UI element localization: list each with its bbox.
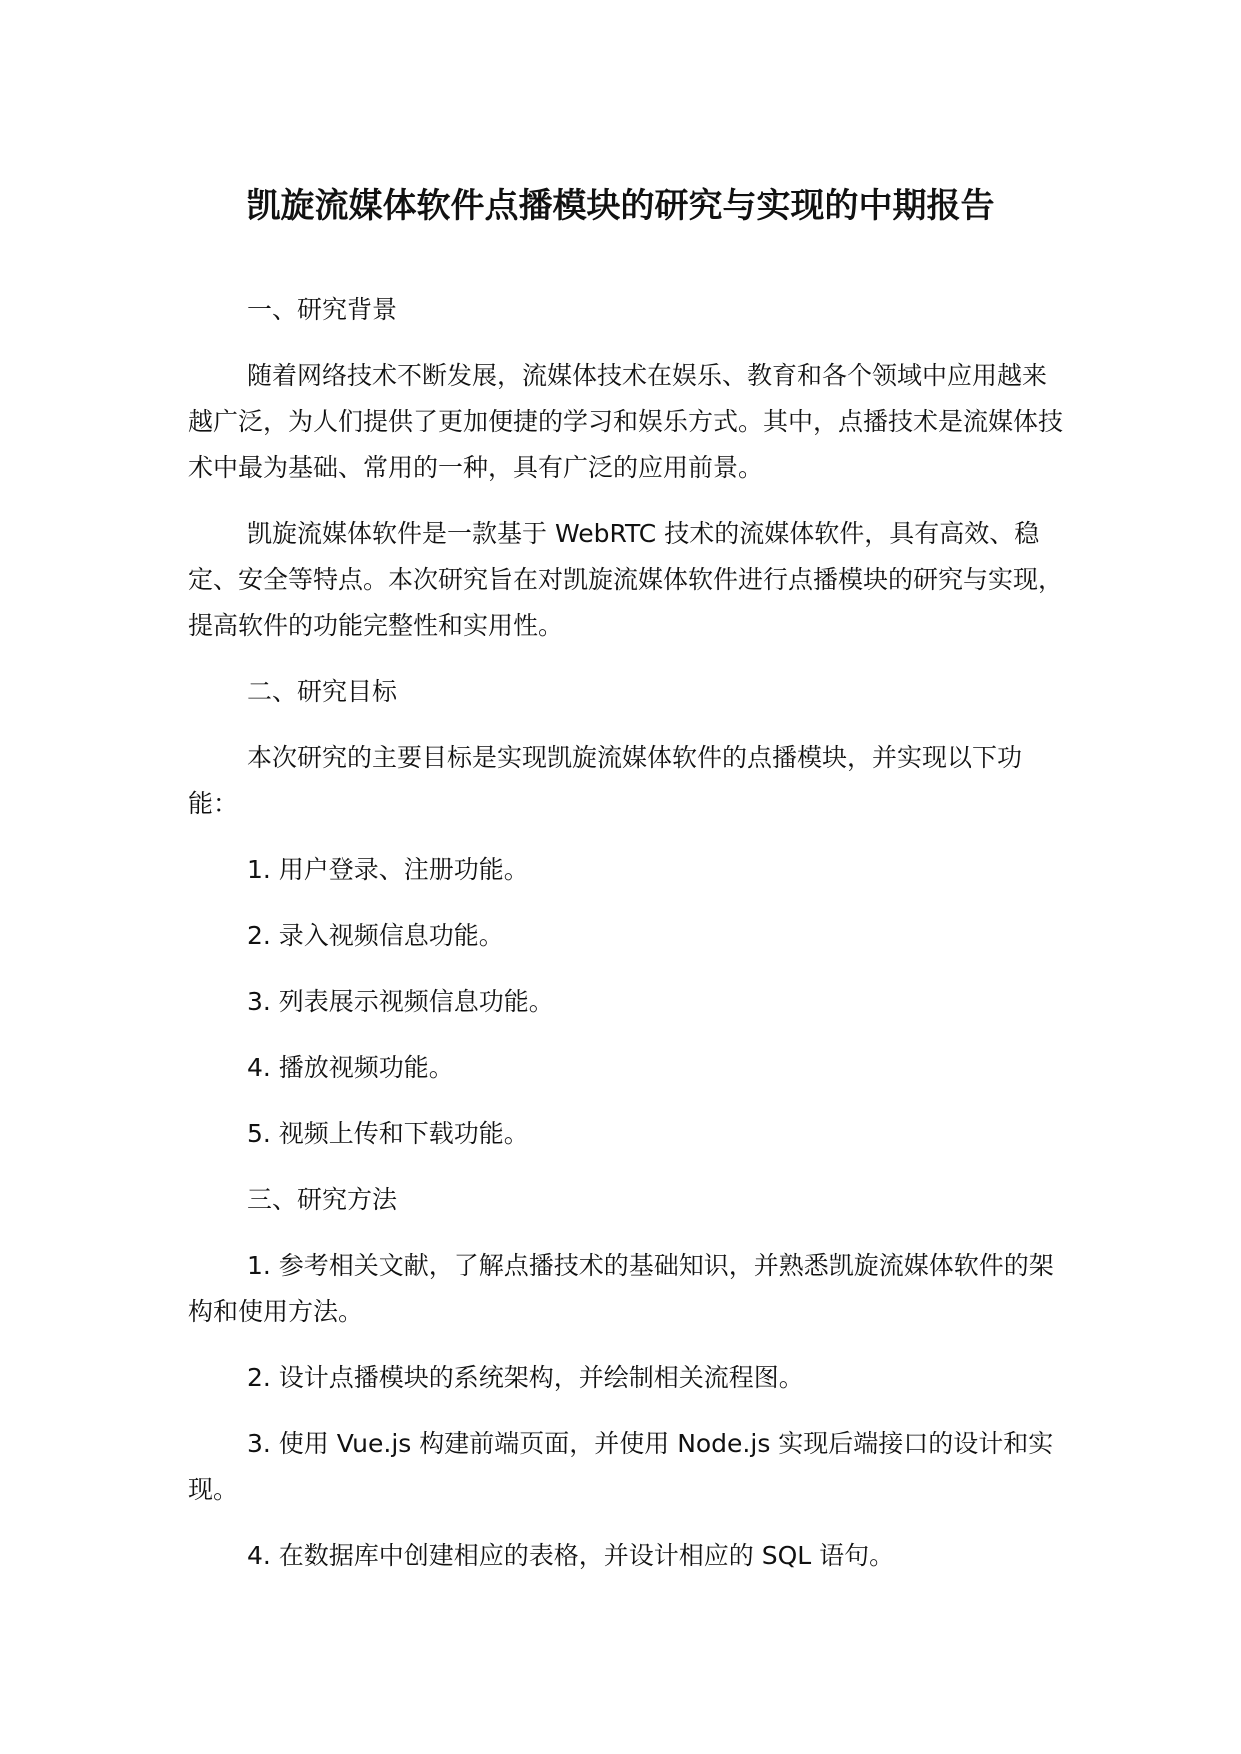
paragraph-goals-intro: 本次研究的主要目标是实现凯旋流媒体软件的点播模块，并实现以下功能： bbox=[188, 743, 1023, 818]
section-heading-background: 一、研究背景 bbox=[247, 295, 398, 324]
list-item-goal-3: 3. 列表展示视频信息功能。 bbox=[247, 987, 554, 1016]
list-item-method-3: 3. 使用 Vue.js 构建前端页面，并使用 Node.js 实现后端接口的设计和实现。 bbox=[188, 1429, 1054, 1504]
paragraph-background-1: 随着网络技术不断发展，流媒体技术在娱乐、教育和各个领域中应用越来越广泛，为人们提供了更加便捷的学习和娱乐方式。其中，点播技术是流媒体技术中最为基础、常用的一种，具有广泛的应用前景。 bbox=[188, 361, 1064, 482]
list-item-goal-4: 4. 播放视频功能。 bbox=[247, 1053, 454, 1082]
document-title: 凯旋流媒体软件点播模块的研究与实现的中期报告 bbox=[246, 186, 995, 226]
document-body bbox=[188, 287, 1068, 1579]
list-item-method-4: 4. 在数据库中创建相应的表格，并设计相应的 SQL 语句。 bbox=[247, 1541, 895, 1570]
list-item-method-2: 2. 设计点播模块的系统架构，并绘制相关流程图。 bbox=[247, 1363, 804, 1392]
list-item-goal-5: 5. 视频上传和下载功能。 bbox=[247, 1119, 529, 1148]
list-item-goal-1: 1. 用户登录、注册功能。 bbox=[247, 855, 529, 884]
paragraph-background-2: 凯旋流媒体软件是一款基于 WebRTC 技术的流媒体软件，具有高效、稳定、安全等特点。本次研究旨在对凯旋流媒体软件进行点播模块的研究与实现，提高软件的功能完整性和实用性。 bbox=[188, 519, 1064, 640]
section-heading-goals: 二、研究目标 bbox=[247, 677, 398, 706]
section-heading-methods: 三、研究方法 bbox=[247, 1185, 398, 1214]
list-item-goal-2: 2. 录入视频信息功能。 bbox=[247, 921, 504, 950]
list-item-method-1: 1. 参考相关文献，了解点播技术的基础知识，并熟悉凯旋流媒体软件的架构和使用方法。 bbox=[188, 1251, 1054, 1326]
